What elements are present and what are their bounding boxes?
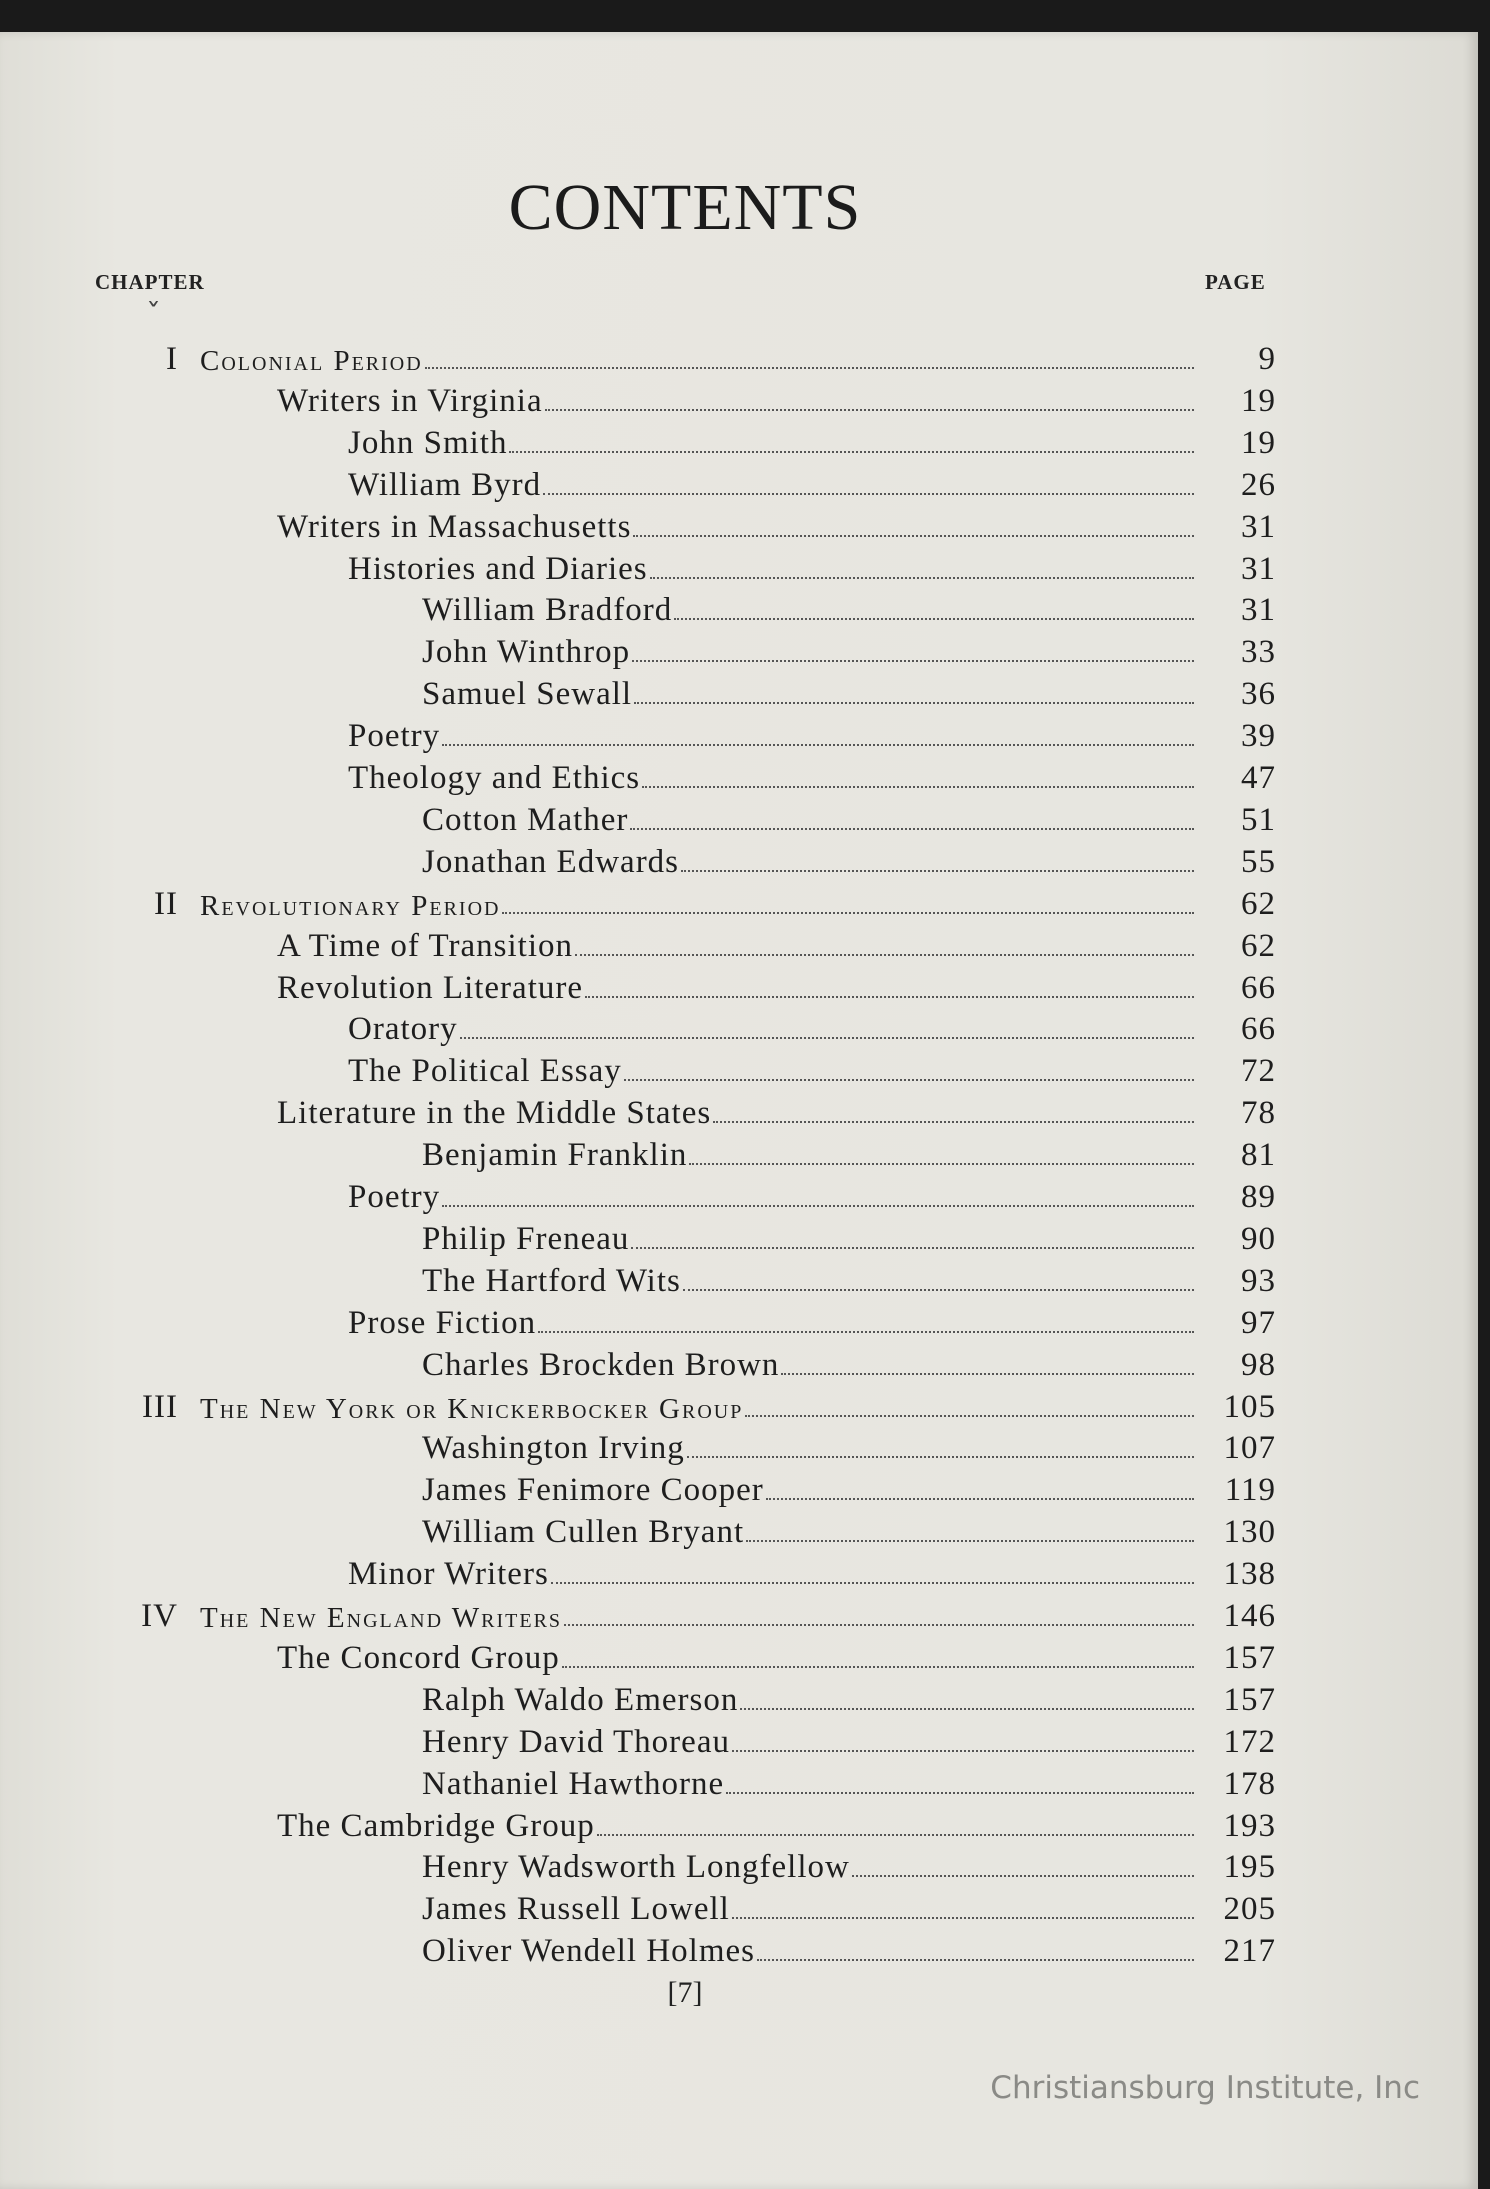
entry-title: The Cambridge Group (277, 1807, 595, 1844)
page-title: CONTENTS (508, 171, 862, 244)
entry-page-number: 31 (1241, 508, 1276, 545)
dot-leader (852, 1874, 1194, 1877)
entry-title: John Smith (348, 424, 508, 461)
dot-leader (551, 1581, 1194, 1584)
entry-page-number: 178 (1223, 1765, 1276, 1802)
toc-entry (422, 1427, 1276, 1467)
toc-entry (422, 1846, 1276, 1886)
entry-page-number: 97 (1241, 1304, 1276, 1341)
entry-page-number: 205 (1223, 1891, 1276, 1928)
entry-title: William Byrd (348, 466, 542, 503)
chapter-number: II (154, 885, 178, 922)
entry-page-number: 146 (1223, 1598, 1276, 1634)
entry-title: Writers in Virginia (277, 382, 543, 419)
entry-title: Jonathan Edwards (422, 843, 680, 880)
entry-page-number: 72 (1241, 1053, 1276, 1090)
entry-title: John Winthrop (422, 634, 631, 671)
entry-page-number: 172 (1223, 1723, 1276, 1760)
dot-leader (442, 743, 1194, 746)
dot-leader (634, 701, 1194, 704)
chapter-number: I (166, 341, 178, 377)
dot-leader (597, 1833, 1194, 1836)
toc-entry (348, 1176, 1276, 1216)
entry-title: James Russell Lowell (422, 1891, 730, 1928)
toc-entry (422, 1763, 1276, 1803)
toc-entry (422, 799, 1276, 839)
dot-leader (502, 911, 1194, 914)
dot-leader (713, 1120, 1194, 1123)
dot-leader (683, 1288, 1194, 1291)
entry-page-number: 130 (1223, 1514, 1276, 1551)
dot-leader (425, 366, 1194, 369)
toc-entry (154, 883, 1276, 923)
toc-entry (422, 589, 1276, 629)
toc-entry (422, 1511, 1276, 1551)
toc-entry (348, 548, 1276, 588)
toc-entry (422, 1888, 1276, 1928)
entry-page-number: 62 (1241, 885, 1276, 922)
entry-page-number: 19 (1241, 382, 1276, 419)
toc-entry (277, 380, 1276, 420)
toc-entry (277, 1805, 1276, 1845)
entry-page-number: 89 (1241, 1179, 1276, 1215)
watermark: Christiansburg Institute, Inc (990, 2070, 1420, 2106)
entry-page-number: 47 (1241, 760, 1276, 796)
entry-title: The New York or Knickerbocker Group (200, 1392, 744, 1425)
entry-page-number: 31 (1241, 592, 1276, 629)
entry-page-number: 66 (1241, 1011, 1276, 1048)
dot-leader (740, 1707, 1194, 1710)
entry-page-number: 19 (1241, 424, 1276, 461)
dot-leader (564, 1623, 1194, 1626)
dot-leader (674, 617, 1194, 620)
toc-entry (348, 422, 1276, 462)
chapter-number: III (142, 1388, 178, 1425)
entry-page-number: 138 (1223, 1556, 1276, 1593)
toc-entry (422, 631, 1276, 671)
chapter-column-header: CHAPTER (95, 270, 205, 294)
entry-title: Charles Brockden Brown (422, 1346, 780, 1383)
entry-page-number: 105 (1223, 1388, 1276, 1425)
dot-leader (732, 1916, 1194, 1919)
toc-entry (422, 841, 1276, 881)
dot-leader (631, 1246, 1194, 1249)
toc-entry (348, 715, 1276, 755)
toc-entry (422, 1469, 1276, 1509)
entry-page-number: 62 (1241, 927, 1276, 964)
dot-leader (757, 1958, 1194, 1961)
entry-page-number: 157 (1223, 1639, 1276, 1676)
entry-page-number: 93 (1241, 1262, 1276, 1299)
entry-title: Prose Fiction (348, 1304, 537, 1341)
entry-page-number: 39 (1241, 718, 1276, 755)
toc-entry (348, 464, 1276, 504)
entry-title: Philip Freneau (422, 1220, 630, 1257)
dot-leader (509, 450, 1194, 453)
entry-title: Revolution Literature (277, 969, 583, 1006)
entry-page-number: 119 (1224, 1472, 1276, 1509)
entry-page-number: 217 (1223, 1933, 1276, 1970)
toc-entry (277, 1637, 1276, 1677)
page-column-header: PAGE (1205, 270, 1266, 294)
entry-title: Theology and Ethics (348, 760, 641, 796)
book-page (0, 32, 1478, 2189)
entry-title: The Political Essay (348, 1053, 622, 1090)
entry-page-number: 9 (1258, 341, 1276, 377)
entry-page-number: 193 (1223, 1807, 1276, 1844)
entry-title: Henry David Thoreau (422, 1723, 730, 1760)
toc-entry (166, 338, 1276, 378)
entry-title: James Fenimore Cooper (422, 1472, 764, 1509)
toc-entry (348, 1553, 1276, 1593)
entry-title: Writers in Massachusetts (277, 508, 632, 545)
entry-title: The New England Writers (200, 1602, 563, 1634)
entry-page-number: 107 (1223, 1430, 1276, 1467)
toc-entry (422, 1260, 1276, 1300)
dot-leader (624, 1078, 1194, 1081)
dot-leader (575, 953, 1194, 956)
entry-page-number: 157 (1223, 1681, 1276, 1718)
dot-leader (632, 659, 1194, 662)
dot-leader (585, 995, 1194, 998)
entry-page-number: 81 (1241, 1137, 1276, 1174)
toc-entry (277, 967, 1276, 1007)
dot-leader (543, 492, 1194, 495)
entry-title: Nathaniel Hawthorne (422, 1765, 725, 1802)
entry-title: Cotton Mather (422, 801, 629, 838)
toc-entry (277, 1092, 1276, 1132)
toc-entry (277, 506, 1276, 546)
entry-title: Colonial Period (200, 345, 423, 377)
entry-title: Samuel Sewall (422, 676, 633, 713)
toc-entry (422, 1344, 1276, 1384)
entry-title: Ralph Waldo Emerson (422, 1681, 739, 1718)
entry-page-number: 55 (1241, 843, 1276, 880)
entry-title: Oratory (348, 1011, 458, 1048)
entry-page-number: 36 (1241, 676, 1276, 713)
entry-title: William Bradford (422, 592, 673, 629)
dot-leader (460, 1036, 1194, 1039)
dot-leader (538, 1330, 1194, 1333)
toc-entry (277, 925, 1276, 965)
entry-title: Revolutionary Period (200, 889, 501, 922)
dot-leader (562, 1665, 1194, 1668)
entry-title: The Hartford Wits (422, 1262, 681, 1299)
toc-entry (422, 1930, 1276, 1970)
entry-page-number: 31 (1241, 550, 1276, 587)
dot-leader (732, 1749, 1194, 1752)
dot-leader (650, 576, 1194, 579)
toc-entry (348, 1050, 1276, 1090)
dot-leader (681, 869, 1194, 872)
entry-title: Literature in the Middle States (277, 1095, 712, 1132)
entry-title: Minor Writers (348, 1556, 549, 1593)
entry-title: Washington Irving (422, 1430, 685, 1467)
entry-title: Henry Wadsworth Longfellow (422, 1849, 850, 1886)
pencil-check-mark: ˇ (146, 298, 161, 333)
toc-entry (141, 1595, 1276, 1635)
dot-leader (442, 1204, 1194, 1207)
entry-page-number: 98 (1241, 1346, 1276, 1383)
entry-title: Benjamin Franklin (422, 1137, 688, 1174)
dot-leader (687, 1455, 1194, 1458)
entry-page-number: 90 (1241, 1220, 1276, 1257)
dot-leader (746, 1539, 1194, 1542)
entry-page-number: 78 (1241, 1095, 1276, 1132)
entry-title: Oliver Wendell Holmes (422, 1933, 756, 1970)
entry-title: Histories and Diaries (348, 550, 648, 587)
toc-entry (348, 757, 1276, 797)
entry-title: Poetry (348, 1179, 441, 1215)
dot-leader (689, 1162, 1194, 1165)
entry-title: The Concord Group (277, 1639, 560, 1676)
dot-leader (766, 1497, 1194, 1500)
toc-entry (348, 1008, 1276, 1048)
toc-entry (422, 1218, 1276, 1258)
entry-title: Poetry (348, 718, 441, 755)
toc-entry (422, 673, 1276, 713)
dot-leader (630, 827, 1194, 830)
entry-page-number: 51 (1241, 801, 1276, 838)
page-number: [7] (667, 1976, 703, 2009)
entry-page-number: 33 (1241, 634, 1276, 671)
toc-entry (422, 1134, 1276, 1174)
entry-page-number: 195 (1223, 1849, 1276, 1886)
toc-entry (422, 1721, 1276, 1761)
dot-leader (633, 534, 1194, 537)
toc-entry (142, 1386, 1276, 1426)
dot-leader (642, 785, 1194, 788)
toc-entry (348, 1302, 1276, 1342)
dot-leader (745, 1414, 1194, 1417)
chapter-number: IV (141, 1598, 178, 1634)
toc-entry (422, 1679, 1276, 1719)
entry-title: William Cullen Bryant (422, 1514, 745, 1551)
dot-leader (545, 408, 1194, 411)
entry-title: A Time of Transition (277, 927, 574, 964)
entry-page-number: 26 (1241, 466, 1276, 503)
entry-page-number: 66 (1241, 969, 1276, 1006)
dot-leader (781, 1372, 1194, 1375)
dot-leader (726, 1791, 1194, 1794)
